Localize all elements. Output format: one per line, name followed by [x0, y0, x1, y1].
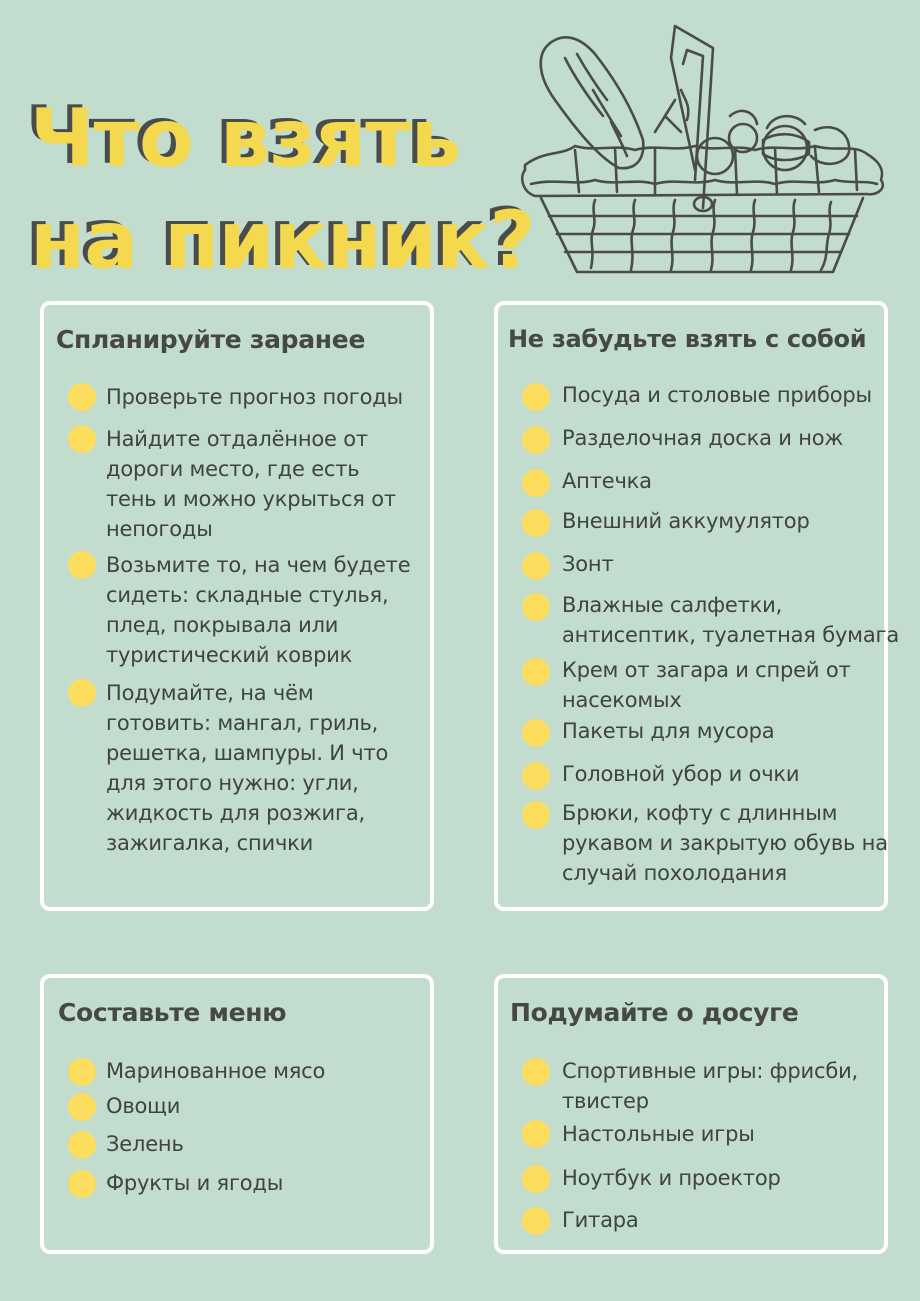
list-item: Найдите отдалённое от дороги место, где есть тень и можно укрыться от непогоды: [106, 427, 396, 541]
bullet-dot: [522, 1120, 550, 1148]
card-plan-ahead: [40, 301, 434, 911]
bullet-dot: [522, 1058, 550, 1086]
list-item: Настольные игры: [562, 1122, 755, 1146]
bullet-dot: [522, 383, 550, 411]
list-item: Овощи: [106, 1094, 181, 1118]
list-item: Аптечка: [562, 469, 652, 493]
page-title-line-1: Что взять: [30, 92, 461, 185]
bullet-dot: [522, 801, 550, 829]
list-item: Посуда и столовые приборы: [562, 383, 872, 407]
list-item: Пакеты для мусора: [562, 719, 775, 743]
bullet-dot: [68, 551, 96, 579]
list-item: Гитара: [562, 1208, 639, 1232]
bullet-dot: [68, 1058, 96, 1086]
list-item: Фрукты и ягоды: [106, 1171, 284, 1195]
page-title-line-2: на пикник?: [30, 194, 535, 287]
bullet-dot: [522, 469, 550, 497]
bullet-dot: [522, 658, 550, 686]
list-item: Маринованное мясо: [106, 1059, 326, 1083]
bullet-dot: [522, 593, 550, 621]
card-bring-along: [494, 301, 899, 911]
list-item: Влажные салфетки, антисептик, туалетная бумага: [562, 593, 899, 647]
bullet-dot: [522, 1165, 550, 1193]
bullet-dot: [68, 1170, 96, 1198]
bullet-dot: [68, 1131, 96, 1159]
bullet-dot: [522, 762, 550, 790]
list-item: Разделочная доска и нож: [562, 426, 844, 450]
list-item: Внешний аккумулятор: [562, 509, 810, 533]
card-bring-along-title: Не забудьте взять с собой: [508, 325, 867, 353]
list-item: Зонт: [562, 552, 614, 576]
list-item: Проверьте прогноз погоды: [106, 385, 403, 409]
picnic-basket-icon: [515, 20, 895, 282]
list-item: Крем от загара и спрей от насекомых: [562, 658, 851, 712]
page-title: [30, 88, 535, 292]
bullet-dot: [68, 425, 96, 453]
bullet-dot: [522, 426, 550, 454]
card-menu: [40, 974, 434, 1254]
list-item: Брюки, кофту с длинным рукавом и закрытую обувь на случай похолодания: [562, 801, 888, 885]
list-item: Головной убор и очки: [562, 762, 800, 786]
list-item: Возьмите то, на чем будете сидеть: складные стулья, плед, покрывала или туристический коврик: [106, 553, 411, 667]
bullet-dot: [522, 719, 550, 747]
bullet-dot: [522, 509, 550, 537]
card-plan-ahead-title: Спланируйте заранее: [56, 325, 366, 354]
list-item: Подумайте, на чём готовить: мангал, гриль, решетка, шампуры. И что для этого нужно: угли, жидкость для розжига, зажигалка, спички: [106, 681, 389, 855]
bullet-dot: [68, 1093, 96, 1121]
list-item: Ноутбук и проектор: [562, 1166, 781, 1190]
bullet-dot: [68, 679, 96, 707]
card-leisure-title: Подумайте о досуге: [510, 998, 799, 1027]
bullet-dot: [522, 552, 550, 580]
list-item: Спортивные игры: фрисби, твистер: [562, 1059, 859, 1113]
list-item: Зелень: [106, 1132, 184, 1156]
card-menu-title: Составьте меню: [58, 998, 287, 1027]
card-leisure: [494, 974, 888, 1254]
bullet-dot: [522, 1207, 550, 1235]
bullet-dot: [68, 383, 96, 411]
